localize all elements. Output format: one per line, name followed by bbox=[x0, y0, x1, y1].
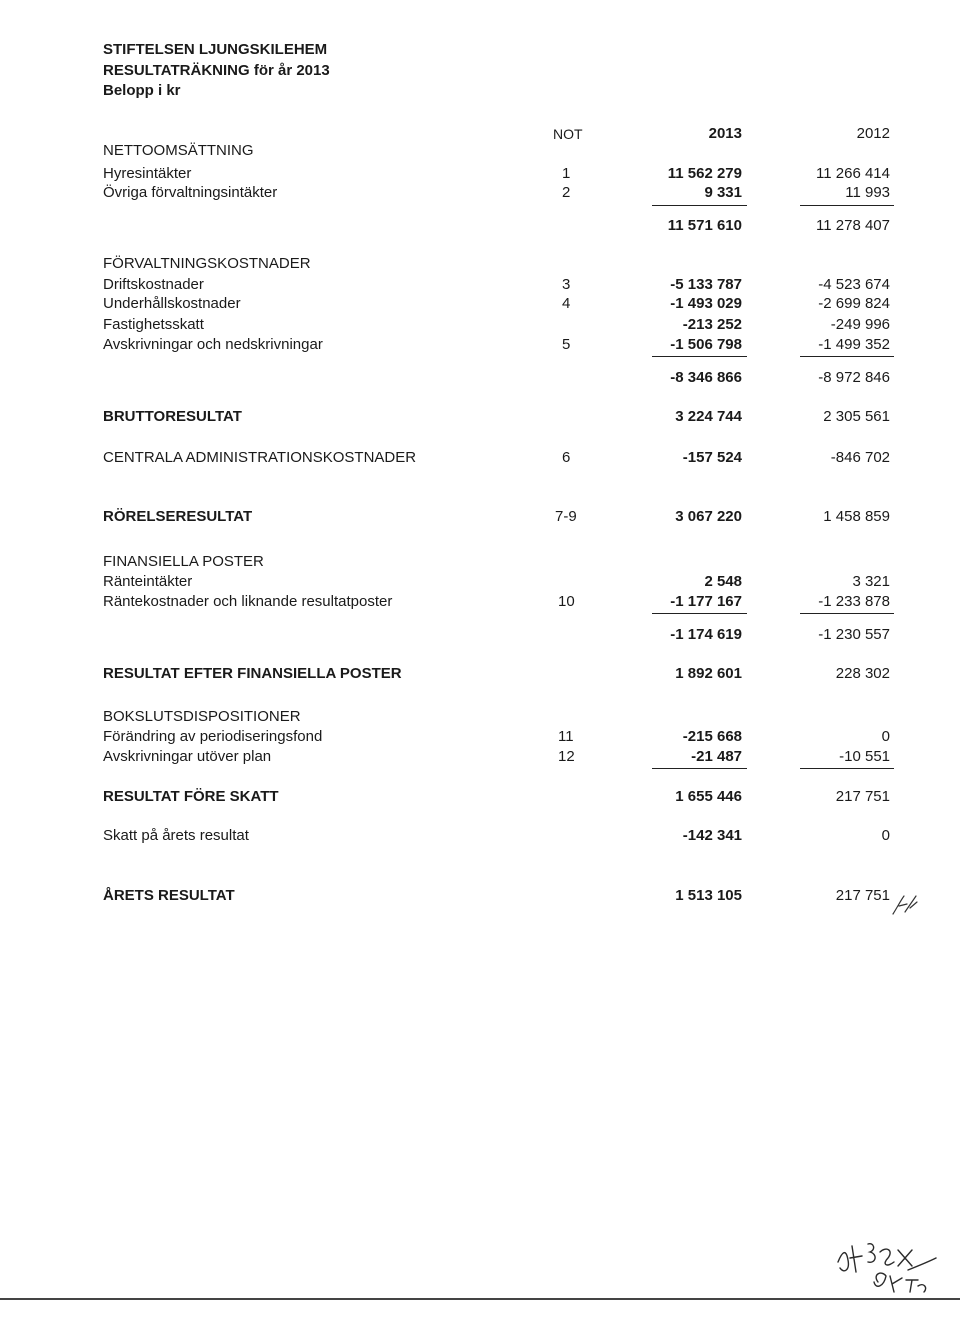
underline-2012 bbox=[800, 613, 894, 614]
row-value-2012: 11 993 bbox=[845, 184, 890, 201]
row-value-2013: -142 341 bbox=[682, 827, 742, 844]
row-value-2013: 1 655 446 bbox=[675, 788, 742, 805]
row-label: Förändring av periodiseringsfond bbox=[103, 728, 323, 745]
column-header-not: NOT bbox=[553, 126, 583, 142]
initials-mark-a bbox=[890, 892, 920, 918]
row-value-2012: 3 321 bbox=[852, 573, 890, 590]
row-label: CENTRALA ADMINISTRATIONSKOSTNADER bbox=[103, 449, 417, 466]
row-note: 12 bbox=[558, 748, 575, 765]
row-value-2012: -4 523 674 bbox=[818, 276, 890, 293]
underline-2012 bbox=[800, 205, 894, 206]
row-value-2013: -1 177 167 bbox=[670, 593, 742, 610]
row-value-2012: -1 233 878 bbox=[818, 593, 890, 610]
row-value-2013: 11 571 610 bbox=[667, 217, 742, 234]
row-bruttoresultat bbox=[0, 407, 960, 427]
row-hyresintakter bbox=[0, 164, 960, 184]
row-value-2012: -1 230 557 bbox=[818, 626, 890, 643]
row-fastighetsskatt bbox=[0, 315, 960, 335]
row-note: 10 bbox=[558, 593, 575, 610]
row-label: Underhållskostnader bbox=[103, 295, 241, 312]
row-avskrivningar bbox=[0, 335, 960, 355]
row-label: Skatt på årets resultat bbox=[103, 827, 249, 844]
row-note: 3 bbox=[562, 276, 571, 293]
row-note: 6 bbox=[562, 449, 571, 466]
row-note: 7-9 bbox=[555, 508, 577, 525]
row-nettoomsattning bbox=[0, 141, 960, 161]
row-arets-resultat bbox=[0, 886, 960, 906]
underline-2013 bbox=[652, 356, 747, 357]
row-value-2013: 1 892 601 bbox=[675, 665, 742, 682]
row-value-2012: 11 266 414 bbox=[816, 165, 890, 182]
row-value-2012: -846 702 bbox=[830, 449, 890, 466]
underline-2013 bbox=[652, 768, 747, 769]
document-title: RESULTATRÄKNING för år 2013 bbox=[103, 62, 330, 79]
row-value-2012: 1 458 859 bbox=[823, 508, 890, 525]
row-ranteintakter bbox=[0, 572, 960, 592]
initials-mark-b bbox=[828, 1222, 948, 1302]
amount-unit: Belopp i kr bbox=[103, 82, 181, 99]
row-forvaltningskostnader bbox=[0, 254, 960, 274]
row-value-2012: -1 499 352 bbox=[818, 336, 890, 353]
row-value-2013: 1 513 105 bbox=[675, 887, 742, 904]
row-value-2013: -1 174 619 bbox=[670, 626, 742, 643]
row-label: BOKSLUTSDISPOSITIONER bbox=[103, 708, 301, 725]
row-skatt-pa-arets-resultat bbox=[0, 826, 960, 846]
row-subtotal-finansiella-poster bbox=[0, 625, 960, 645]
row-label: Avskrivningar och nedskrivningar bbox=[103, 336, 323, 353]
underline-2013 bbox=[652, 613, 747, 614]
row-value-2012: -249 996 bbox=[830, 316, 890, 333]
row-label: Avskrivningar utöver plan bbox=[103, 748, 272, 765]
row-label: Övriga förvaltningsintäkter bbox=[103, 184, 278, 201]
row-value-2012: 217 751 bbox=[835, 788, 890, 805]
row-value-2013: -157 524 bbox=[682, 449, 742, 466]
row-value-2012: 11 278 407 bbox=[816, 217, 890, 234]
row-note: 2 bbox=[562, 184, 571, 201]
row-driftskostnader bbox=[0, 275, 960, 295]
row-subtotal-forvaltningskostnader bbox=[0, 368, 960, 388]
column-header-2013: 2013 bbox=[708, 125, 742, 142]
row-label: FÖRVALTNINGSKOSTNADER bbox=[103, 255, 311, 272]
row-value-2013: -1 506 798 bbox=[670, 336, 742, 353]
row-note: 5 bbox=[562, 336, 571, 353]
row-finansiella-poster bbox=[0, 552, 960, 572]
row-label: BRUTTORESULTAT bbox=[103, 408, 242, 425]
row-note: 11 bbox=[558, 728, 574, 745]
row-value-2013: -1 493 029 bbox=[670, 295, 742, 312]
row-rantekostnader bbox=[0, 592, 960, 612]
row-value-2013: 9 331 bbox=[704, 184, 742, 201]
row-label: Fastighetsskatt bbox=[103, 316, 204, 333]
row-resultat-efter-finansiella-poster bbox=[0, 664, 960, 684]
row-value-2013: 3 067 220 bbox=[675, 508, 742, 525]
row-value-2012: -8 972 846 bbox=[818, 369, 890, 386]
row-label: Ränteintäkter bbox=[103, 573, 193, 590]
row-value-2012: 0 bbox=[881, 728, 890, 745]
row-bokslutsdispositioner bbox=[0, 707, 960, 727]
row-value-2012: 2 305 561 bbox=[823, 408, 890, 425]
row-value-2013: -5 133 787 bbox=[670, 276, 742, 293]
underline-2013 bbox=[652, 205, 747, 206]
row-label: RÖRELSERESULTAT bbox=[103, 508, 253, 525]
column-header-2012: 2012 bbox=[856, 125, 890, 142]
row-label: Hyresintäkter bbox=[103, 165, 192, 182]
row-value-2012: 217 751 bbox=[835, 887, 890, 904]
underline-2012 bbox=[800, 768, 894, 769]
row-label: Driftskostnader bbox=[103, 276, 204, 293]
row-label: RESULTAT EFTER FINANSIELLA POSTER bbox=[103, 665, 402, 682]
row-label: Räntekostnader och liknande resultatposter bbox=[103, 593, 393, 610]
row-value-2013: -213 252 bbox=[682, 316, 742, 333]
page-bottom-rule bbox=[0, 1298, 960, 1300]
org-name: STIFTELSEN LJUNGSKILEHEM bbox=[103, 41, 328, 58]
row-value-2012: 228 302 bbox=[835, 665, 890, 682]
row-centrala-administrationskostnader bbox=[0, 448, 960, 468]
row-value-2013: 2 548 bbox=[704, 573, 742, 590]
row-subtotal-nettoomsattning bbox=[0, 216, 960, 236]
row-value-2013: 3 224 744 bbox=[675, 408, 742, 425]
underline-2012 bbox=[800, 356, 894, 357]
row-value-2013: -8 346 866 bbox=[670, 369, 742, 386]
row-value-2013: -21 487 bbox=[691, 748, 742, 765]
row-value-2012: -10 551 bbox=[839, 748, 890, 765]
row-label: FINANSIELLA POSTER bbox=[103, 553, 264, 570]
row-label: NETTOOMSÄTTNING bbox=[103, 142, 254, 159]
row-label: RESULTAT FÖRE SKATT bbox=[103, 788, 279, 805]
row-value-2013: -215 668 bbox=[682, 728, 742, 745]
row-value-2013: 11 562 279 bbox=[667, 165, 742, 182]
row-label: ÅRETS RESULTAT bbox=[103, 887, 235, 904]
row-note: 1 bbox=[562, 165, 571, 182]
row-value-2012: 0 bbox=[881, 827, 890, 844]
row-underhallskostnader bbox=[0, 294, 960, 314]
row-rorelseresultat bbox=[0, 507, 960, 527]
row-forandring-periodiseringsfond bbox=[0, 727, 960, 747]
row-resultat-fore-skatt bbox=[0, 787, 960, 807]
row-note: 4 bbox=[562, 295, 571, 312]
row-avskrivningar-utover-plan bbox=[0, 747, 960, 767]
row-value-2012: -2 699 824 bbox=[818, 295, 890, 312]
row-ovriga-forvaltningsintakter bbox=[0, 183, 960, 203]
